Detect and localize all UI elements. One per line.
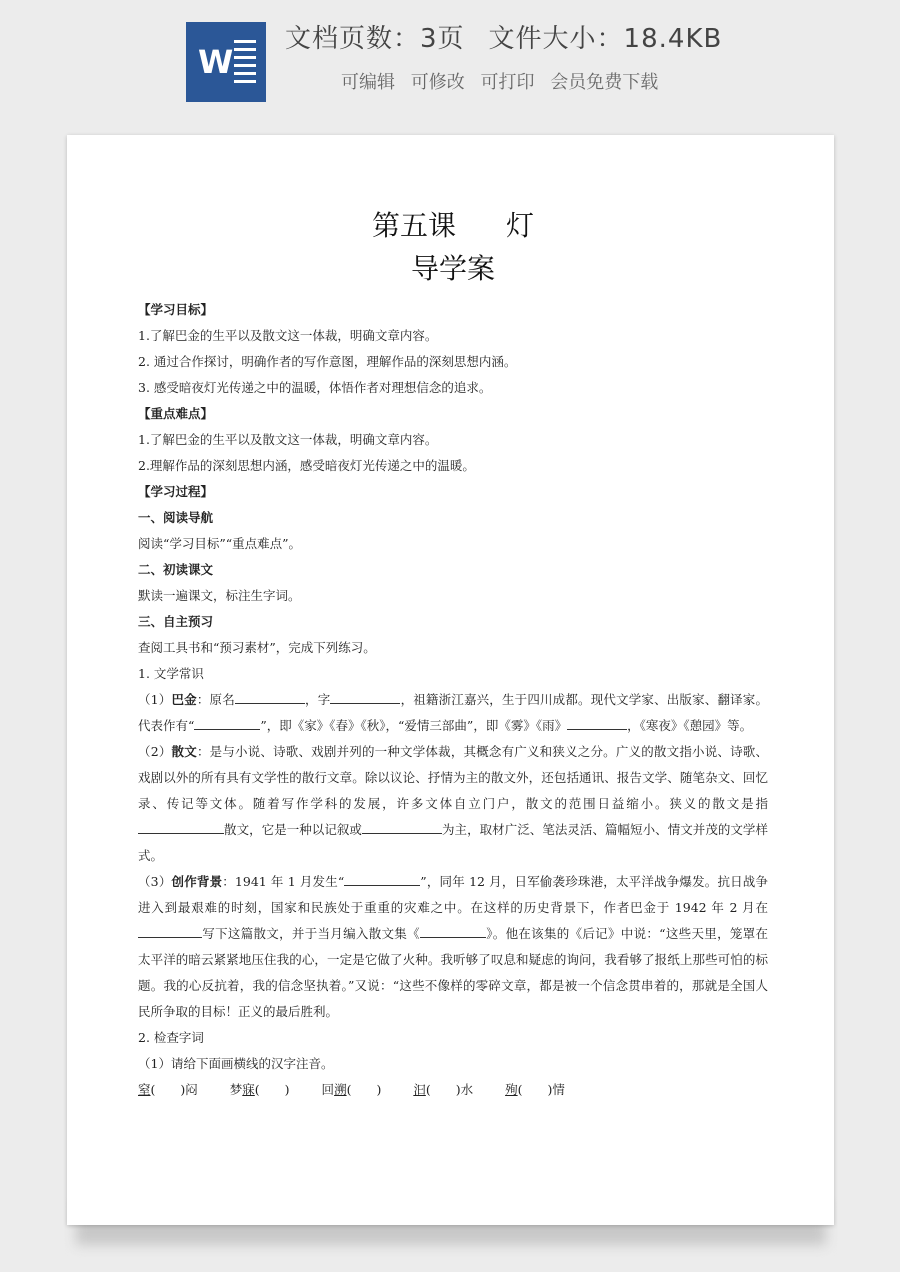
guide-title: 导学案 [410, 252, 495, 285]
blank-courtesy-name[interactable] [330, 689, 400, 704]
step-1-text: 阅读“学习目标”“重点难点”。 [138, 536, 302, 551]
goal-1: 1.了解巴金的生平以及散文这一体裁，明确文章内容。 [138, 328, 438, 343]
pinyin-item: 梦寐( ) [229, 1082, 290, 1097]
blank-place[interactable] [138, 923, 202, 938]
step-2-text: 默读一遍课文，标注生字词。 [138, 588, 301, 603]
lesson-name: 灯 [506, 209, 535, 242]
key-2: 2.理解作品的深刻思想内涵，感受暗夜灯光传递之中的温暖。 [138, 458, 475, 473]
document-features [341, 68, 668, 94]
section-process-heading: 【学习过程】 [138, 484, 214, 499]
check-words-instruction: （1）请给下面画横线的汉字注音。 [138, 1056, 334, 1071]
blank-main-mode[interactable] [362, 819, 442, 834]
page-count: 文档页数：3页 [285, 24, 465, 54]
background-paragraph: （3）创作背景：1941 年 1 月发生“ ”，同年 12 月，日军偷袭珍珠港，太平洋战争爆发。抗日战争进入到最艰难的时刻，国家和民族处于重重的灾难之中。在这样的历史背景下，作者巴金于 1942 年 2 月在写下这篇散文，并于当月编入散文集《 》。他在该集的《后记》中说：“这些天里，笼罩在太平洋的暗云紧紧地压住我的心，一定是它做了火种。我听够了叹息和疑虑的询问，我看够了报纸上那些可怕的标题。我的心反抗着，我的信念坚执着。”又说：“这些不像样的零碎文章，都是被一个信念贯串着的，那就是全国人民所争取的目标！正义的最后胜利。 [138, 869, 768, 1025]
word-icon-lines [234, 40, 256, 88]
blank-narrow-prose[interactable] [138, 819, 224, 834]
feature-free-download: 会员免费下载 [550, 72, 659, 93]
document-meta [285, 18, 746, 55]
goal-3: 3. 感受暗夜灯光传递之中的温暖，体悟作者对理想信念的追求。 [138, 380, 492, 395]
literature-heading: 1. 文学常识 [138, 666, 204, 681]
key-1: 1.了解巴金的生平以及散文这一体裁，明确文章内容。 [138, 432, 438, 447]
word-letter: W [198, 43, 234, 81]
blank-love-trilogy[interactable] [567, 715, 627, 730]
pinyin-item: 窒( )闷 [138, 1082, 198, 1097]
goal-2: 2. 通过合作探讨，明确作者的写作意图，理解作品的深刻思想内涵。 [138, 354, 517, 369]
check-words-heading: 2. 检查字词 [138, 1030, 204, 1045]
pinyin-item: 回溯( ) [321, 1082, 382, 1097]
step-1-heading: 一、阅读导航 [138, 510, 214, 525]
step-3-heading: 三、自主预习 [138, 614, 214, 629]
document-page [67, 135, 834, 1225]
document-info-header [0, 0, 900, 120]
bajin-paragraph: （1）巴金：原名 ，字 ，祖籍浙江嘉兴，生于四川成都。现代文学家、出版家、翻译家。代表作有“ ”，即《家》《春》《秋》，“爱情三部曲”，即《雾》《雨》 ，《寒夜》《憩园》等。 [138, 687, 768, 739]
lesson-title [138, 205, 768, 247]
blank-representative-work[interactable] [194, 715, 260, 730]
feature-modifiable: 可修改 [410, 72, 465, 93]
feature-printable: 可打印 [480, 72, 535, 93]
lesson-number: 第五课 [371, 209, 456, 242]
step-3-text: 查阅工具书和“预习素材”，完成下列练习。 [138, 640, 376, 655]
pinyin-item: 汩( )水 [413, 1082, 474, 1097]
prose-paragraph: （2）散文：是与小说、诗歌、戏剧并列的一种文学体裁，其概念有广义和狭义之分。广义的散文指小说、诗歌、戏剧以外的所有具有文学性的散行文章。除以议论、抒情为主的散文外，还包括通讯、报告文学、随笔杂文、回忆录、传记等文体。随着写作学科的发展，许多文体自立门户，散文的范围日益缩小。狭义的散文是指散文，它是一种以记叙或 为主，取材广泛、笔法灵活、篇幅短小、情文并茂的文学样式。 [138, 744, 768, 863]
feature-editable: 可编辑 [341, 72, 395, 93]
section-key-heading: 【重点难点】 [138, 406, 214, 421]
document-content [138, 205, 768, 1103]
blank-original-name[interactable] [235, 689, 305, 704]
file-size: 文件大小：18.4KB [488, 24, 723, 54]
blank-event[interactable] [344, 871, 420, 886]
blank-collection[interactable] [420, 923, 486, 938]
pinyin-exercise-row [138, 1077, 768, 1103]
pinyin-item: 殉( )情 [505, 1082, 565, 1097]
word-document-icon [186, 22, 266, 102]
step-2-heading: 二、初读课文 [138, 562, 214, 577]
section-goals-heading: 【学习目标】 [138, 302, 214, 317]
